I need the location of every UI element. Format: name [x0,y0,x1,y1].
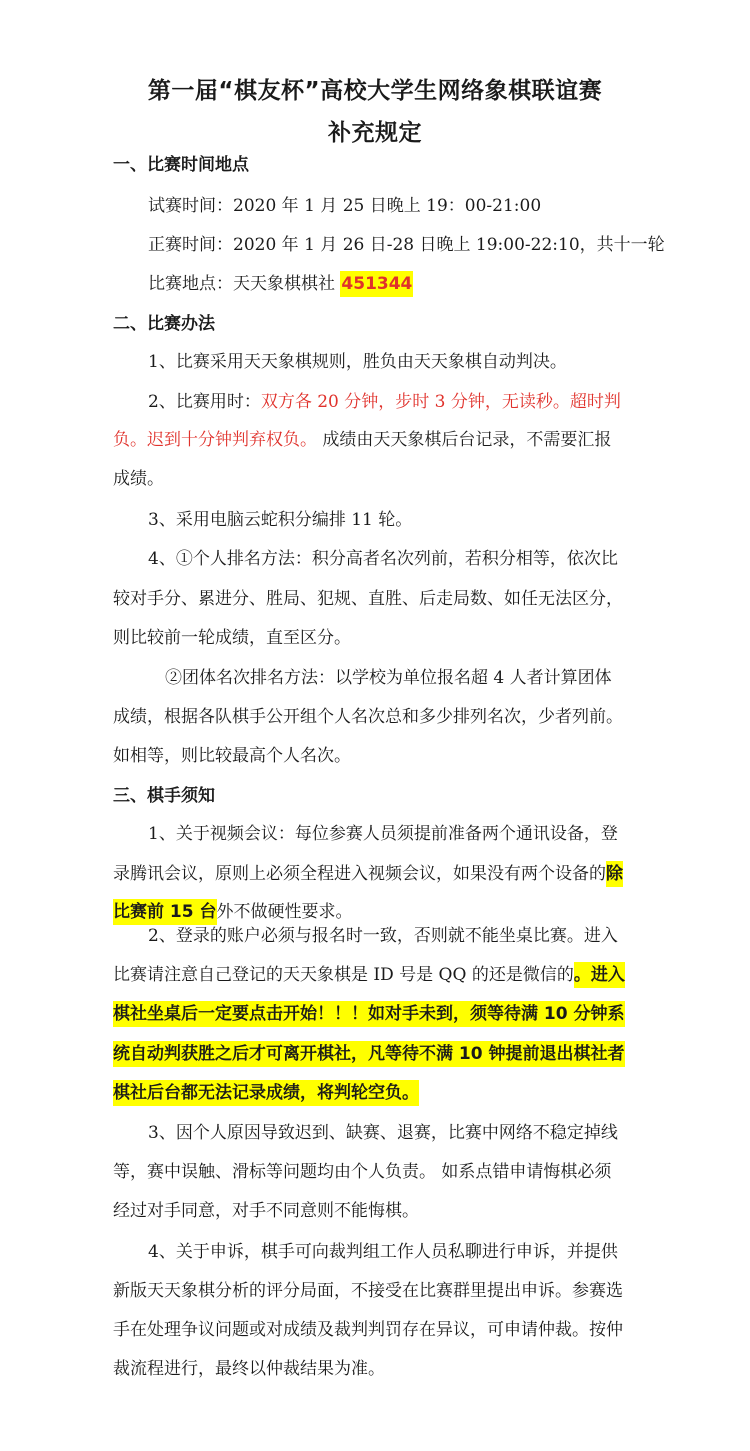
rule-item2-red2: 负。迟到十分钟判弃权负。 [113,430,317,450]
rule-item3: 3、采用电脑云蛇积分编排 11 轮。 [148,510,413,530]
rule-item2-line1 [148,390,621,414]
notice-item2-line3 [113,1002,625,1026]
notice-item3-line1: 3、因个人原因导致迟到、缺赛、退赛，比赛中网络不稳定掉线 [148,1123,618,1143]
rule-item4-line1: 4、①个人排名方法：积分高者名次列前，若积分相等，依次比 [148,549,618,569]
rule-item4-line3: 则比较前一轮成绩，直至区分。 [113,628,351,648]
rule-item2-rest1: 成绩由天天象棋后台记录，不需要汇报 [317,430,612,450]
notice-item4-line1: 4、关于申诉，棋手可向裁判组工作人员私聊进行申诉，并提供 [148,1242,618,1262]
notice-item1-line1: 1、关于视频会议：每位参赛人员须提前准备两个通讯设备，登 [148,824,618,844]
notice-item2-line5 [113,1081,419,1105]
venue [148,272,413,296]
rule-item4b-line1: ②团体名次排名方法：以学校为单位报名超 4 人者计算团体 [165,668,612,688]
rule-item4b-line2: 成绩，根据各队棋手公开组个人名次总和多少排列名次，少者列前。 [113,707,623,727]
rule-item4-line2: 较对手分、累进分、胜局、犯规、直胜、后走局数、如任无法区分， [113,589,623,609]
notice-item2-line1: 2、登录的账户必须与报名时一致，否则就不能坐桌比赛。进入 [148,926,618,946]
rule-item1: 1、比赛采用天天象棋规则，胜负由天天象棋自动判决。 [148,352,567,372]
document-title: 第一届“棋友杯”高校大学生网络象棋联谊赛 [147,78,603,104]
notice-item1-rest: 外不做硬性要求。 [216,902,353,922]
rule-item2-line3: 成绩。 [113,469,164,489]
notice-item1-text2: 录腾讯会议，原则上必须全程进入视频会议，如果没有两个设备的 [113,864,606,884]
notice-item2-highlight4: 棋社后台都无法记录成绩，将判轮空负。 [113,1080,419,1106]
notice-item2-line2 [113,963,625,987]
notice-item1-highlight1: 除 [606,861,623,887]
rule-item2-red1: 双方各 20 分钟，步时 3 分钟，无读秒。超时判 [260,392,621,412]
section1-heading: 一、比赛时间地点 [113,155,249,175]
rule-item4b-line3: 如相等，则比较最高个人名次。 [113,746,351,766]
notice-item2-highlight3: 统自动判获胜之后才可离开棋社，凡等待不满 10 钟提前退出棋社者 [113,1041,625,1067]
notice-item2-line4 [113,1042,625,1066]
notice-item1-highlight2: 比赛前 15 台 [113,899,217,925]
notice-item4-line2: 新版天天象棋分析的评分局面，不接受在比赛群里提出申诉。参赛选 [113,1281,623,1301]
main-time: 正赛时间：2020 年 1 月 26 日-28 日晚上 19:00-22:10，共十一轮 [148,235,665,255]
notice-item1-line3 [113,900,353,924]
rule-item2-prefix: 2、比赛用时： [148,392,261,412]
section2-heading: 二、比赛办法 [113,314,215,334]
notice-item2-text2: 比赛请注意自己登记的天天象棋是 ID 号是 QQ 的还是微信的 [113,965,574,985]
venue-code: 451344 [340,271,413,297]
notice-item4-line3: 手在处理争议问题或对成绩及裁判判罚存在异议，可申请仲裁。按仲 [113,1320,623,1340]
notice-item3-line3: 经过对手同意，对手不同意则不能悔棋。 [113,1201,419,1221]
notice-item1-line2 [113,862,623,886]
venue-label: 比赛地点：天天象棋棋社 [148,274,341,294]
notice-item4-line4: 裁流程进行，最终以仲裁结果为准。 [113,1359,385,1379]
rule-item2-line2 [113,428,611,452]
notice-item2-highlight2: 棋社坐桌后一定要点击开始！！！如对手未到，须等待满 10 分钟系 [113,1001,625,1027]
document-subtitle: 补充规定 [328,120,422,146]
section3-heading: 三、棋手须知 [113,786,215,806]
notice-item2-highlight1: 。进入 [574,962,625,988]
notice-item3-line2: 等，赛中误触、滑标等问题均由个人负责。 如系点错申请悔棋必须 [113,1162,612,1182]
trial-time: 试赛时间：2020 年 1 月 25 日晚上 19：00-21:00 [148,196,542,216]
